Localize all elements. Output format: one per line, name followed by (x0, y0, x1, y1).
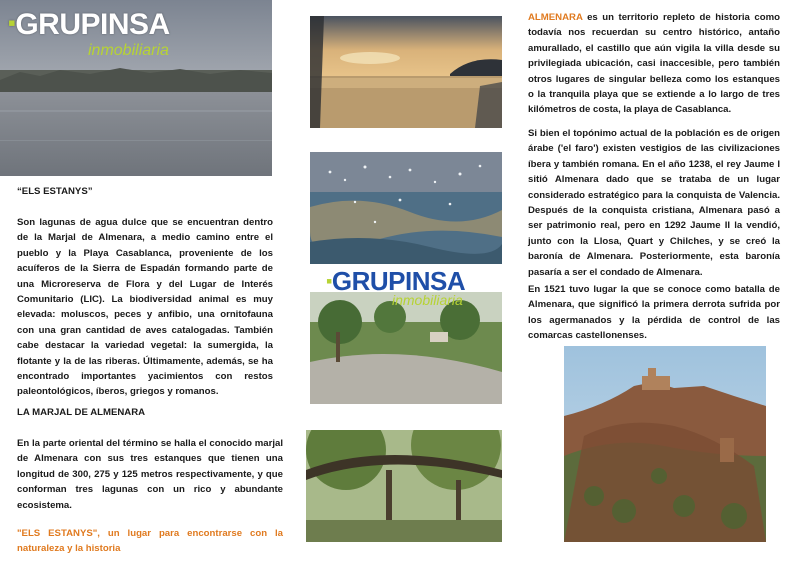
els-estanys-body: Son lagunas de agua dulce que se encuentran dentro de la Marjal de Almenara, a medio camino entre el pueblo y la Playa Casablanca, proveniente de los acuíferos de la Sierra de Espadán formando parte de una Microreserva de Flora y del Lugar de Interés Comunitario (LIC). La biodiversidad animal es muy elevada: moluscos, peces y anfibio, una ornitofauna con una gran cantidad de aves catalogadas. También cabe destacar la variedad vegetal: la sumergida, la flotante y la de las riberas. Últimamente, además, se ha encontrado importantes yacimientos con restos paleontológicos, íberos, griegos y romanos. (17, 217, 273, 398)
battle-paragraph: En 1521 tuvo lugar la que se conoce como batalla de Almenara, que significó la primera derrota sufrida por los agermanados y la pérdida de control de las comarcas castellonenses. (528, 284, 780, 342)
almenara-intro (528, 10, 780, 118)
almenara-lead: ALMENARA (528, 12, 583, 23)
sunset-lagoon-photo (310, 16, 502, 128)
brand-name: GRUPINSA (15, 8, 170, 41)
brand-name-mid: GRUPINSA (331, 266, 466, 296)
left-panel (0, 0, 290, 566)
tree-canopy-photo (306, 430, 502, 542)
marjal-title: LA MARJAL DE ALMENARA (17, 407, 146, 418)
history-paragraph: Si bien el topónimo actual de la población es de origen árabe ('el faro') existen vestigios de las civilizaciones íbera y también romana. En el año 1238, el rey Jaume I sitió Almenara dado que se trataba de un lugar considerado estratégico para la conquista de Valencia. Después de la conquista cristiana, Almenara pasó a ser patrimonio real, pero en 1292 Jaume II la vendió, junto con la Llosa, Quart y Chilches, y se creó la baronía de Almenara. Posteriormente, esta baronía pasaría a ser el condado de Almenara. (528, 128, 780, 278)
marjal-body: En la parte oriental del término se halla el conocido marjal de Almenara con sus tres estanques que tienen una longitud de 300, 275 y 125 metros respectivamente, y que conforman tres lagunas con un rico y abundante ecosistema. (17, 438, 283, 511)
park-path-photo (310, 292, 502, 404)
brand-logo (8, 8, 170, 42)
brand-sub: inmobiliaria (88, 42, 169, 59)
reeds-birds-photo (310, 152, 502, 264)
logo-mark-icon: ▪ (326, 271, 332, 291)
right-panel (518, 0, 800, 566)
els-estanys-title: “ELS ESTANYS” (17, 186, 93, 197)
brand-sub-mid: inmobiliaria (392, 292, 463, 308)
closing-slogan: "ELS ESTANYS", un lugar para encontrarse con la naturaleza y la historia (17, 528, 283, 555)
logo-mark-icon: ▪ (8, 10, 16, 35)
almenara-intro-rest: es un territorio repleto de historia como todavía nos recuerdan su centro histórico, antaño amurallado, el castillo que aún vigila la villa desde su privilegiada ubicación, casi inaccesible, pero también otros lugares de singular belleza como los estanques o la tranquila playa que se extiende a lo largo de tres kilómetros de costa, la playa de Casablanca. (528, 12, 780, 116)
castle-hill-photo (564, 346, 766, 542)
photo-column (300, 0, 510, 566)
